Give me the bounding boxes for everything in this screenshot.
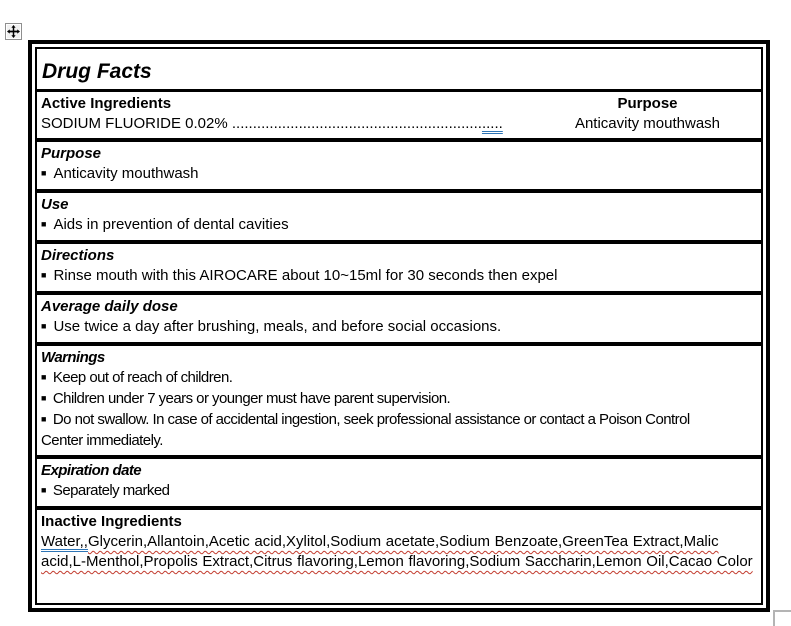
- spellcheck-flagged-text: Glycerin,Allantoin,Acetic acid,Xylitol,Sodium acetate,Sodium Benzoate,GreenTea Extract,Malic acid,L-Menthol,Propolis Extract,Citrus flavoring,Lemon flavoring,Sodium Saccharin,Lemon Oil,Cacao Color: [41, 533, 753, 570]
- bullet-icon: ■: [41, 219, 47, 229]
- active-ingredients-cell: [41, 94, 540, 134]
- bullet-icon: ■: [41, 168, 47, 178]
- bullet-icon: ■: [41, 393, 46, 403]
- bullet-icon: ■: [41, 414, 46, 424]
- table-resize-handle[interactable]: [773, 610, 791, 626]
- four-way-arrow-icon: [7, 25, 20, 38]
- bullet-icon: ■: [41, 270, 47, 280]
- section-row-expiration-date: [37, 459, 761, 510]
- purpose-column-value: Anticavity mouthwash: [574, 115, 721, 132]
- purpose-column-heading: Purpose: [617, 95, 678, 112]
- bullet-text: Keep out of reach of children.: [52, 369, 233, 386]
- section-heading: Directions: [41, 247, 115, 264]
- bullet-text: Rinse mouth with this AIROCARE about 10~15ml for 30 seconds then expel: [53, 267, 558, 284]
- bullet-text: Do not swallow. In case of accidental ingestion, seek professional assistance or contact a Poison Control Center immediately.: [41, 411, 690, 449]
- active-ingredients-heading: Active Ingredients: [41, 95, 172, 112]
- active-ingredient-name: SODIUM FLUORIDE 0.02%: [41, 115, 232, 132]
- section-heading: Average daily dose: [41, 298, 178, 315]
- bullet-line: [41, 481, 755, 502]
- page-title: Drug Facts: [42, 60, 152, 83]
- purpose-column-cell: [540, 94, 755, 134]
- drug-facts-title-row: [37, 49, 761, 92]
- bullet-text: Children under 7 years or younger must have parent supervision.: [52, 390, 451, 407]
- active-ingredients-row: [37, 92, 761, 142]
- bullet-icon: ■: [41, 485, 46, 495]
- bullet-text: Separately marked: [52, 482, 170, 499]
- section-heading: Purpose: [41, 145, 102, 162]
- table-move-handle-icon[interactable]: [5, 23, 22, 40]
- drug-facts-table-inner: [35, 47, 763, 605]
- bullet-icon: ■: [41, 321, 47, 331]
- section-heading: Warnings: [41, 349, 105, 366]
- inactive-ingredients-heading: Inactive Ingredients: [41, 513, 182, 530]
- bullet-line: [41, 215, 755, 236]
- drug-facts-table[interactable]: [28, 40, 770, 612]
- section-row-use: [37, 193, 761, 244]
- bullet-text: Aids in prevention of dental cavities: [53, 216, 289, 233]
- bullet-text: Anticavity mouthwash: [53, 165, 199, 182]
- inactive-ingredients-row: [37, 510, 761, 603]
- section-row-warnings: [37, 346, 761, 459]
- bullet-line: [41, 164, 755, 185]
- bullet-line: [41, 317, 755, 338]
- grammar-flagged-text: Water,,: [41, 533, 88, 550]
- bullet-icon: ■: [41, 372, 46, 382]
- section-row-directions: [37, 244, 761, 295]
- active-ingredient-line: [41, 114, 540, 134]
- section-heading: Use: [41, 196, 69, 213]
- section-row-average-daily-dose: [37, 295, 761, 346]
- bullet-line: [41, 410, 713, 451]
- bullet-text: Use twice a day after brushing, meals, and before social occasions.: [53, 318, 502, 335]
- bullet-line: [41, 368, 755, 389]
- inactive-ingredients-text: [41, 532, 755, 572]
- bullet-line: [41, 389, 755, 410]
- section-heading: Expiration date: [41, 462, 142, 479]
- bullet-line: [41, 266, 755, 287]
- section-row-purpose: [37, 142, 761, 193]
- dot-leader: ............................................................: [231, 115, 482, 132]
- dot-leader-grammar-flagged: .....: [481, 115, 503, 132]
